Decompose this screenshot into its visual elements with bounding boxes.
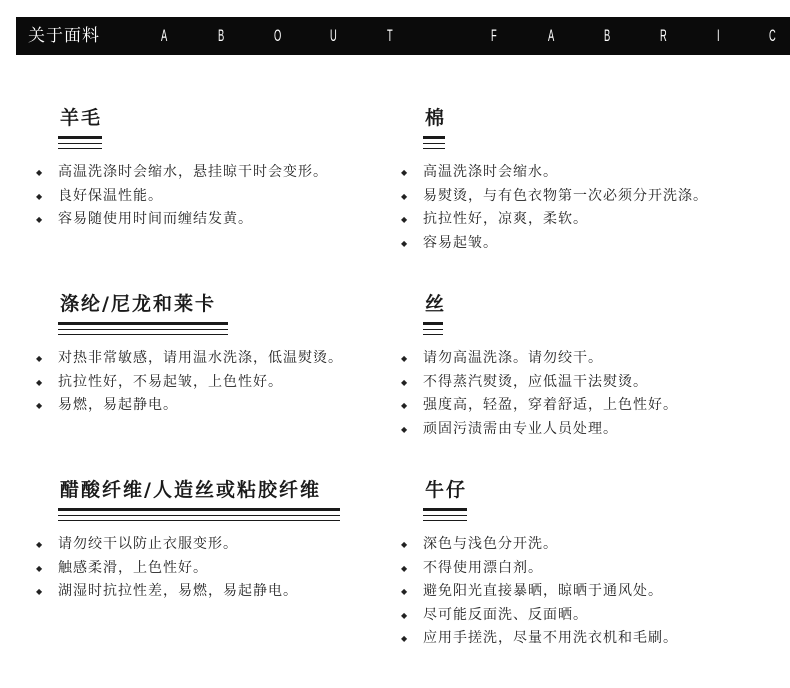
banner-letter: A — [548, 26, 555, 45]
section-underline — [423, 508, 467, 521]
section-underline — [58, 508, 340, 521]
section-title: 棉 — [425, 107, 447, 129]
list-item: ◆ 对热非常敏感，请用温水洗涤，低温熨烫。 — [36, 350, 343, 366]
bullet-list — [36, 347, 343, 418]
banner-letter: A — [161, 26, 168, 45]
section-silk — [401, 292, 678, 441]
list-item: ◆ 易熨烫，与有色衣物第一次必须分开洗涤。 — [401, 187, 708, 204]
list-item: ◆ 尽可能反面洗、反面晒。 — [401, 606, 588, 623]
list-item: ◆ 抗拉性好，不易起皱，上色性好。 — [36, 373, 283, 390]
list-item: ◆ 高温洗涤时会缩水，悬挂晾干时会变形。 — [36, 164, 328, 180]
section-polyester — [36, 292, 343, 418]
section-title: 羊毛 — [60, 107, 103, 129]
section-wool — [36, 106, 328, 232]
bullet-list — [401, 533, 678, 651]
list-item: ◆ 容易起皱。 — [401, 234, 498, 251]
section-denim — [401, 478, 678, 651]
banner-letter: R — [660, 26, 667, 45]
list-item: ◆ 良好保温性能。 — [36, 187, 163, 204]
section-acetate — [36, 478, 340, 604]
list-item: ◆ 请勿绞干以防止衣服变形。 — [36, 536, 238, 552]
banner-letter: I — [717, 26, 720, 45]
bullet-list — [36, 533, 340, 604]
list-item: ◆ 湖湿时抗拉性差，易燃，易起静电。 — [36, 583, 298, 599]
bullet-list — [36, 161, 328, 232]
list-item: ◆ 抗拉性好，凉爽，柔软。 — [401, 211, 588, 227]
section-title: 丝 — [425, 293, 447, 315]
banner-letter: C — [769, 26, 776, 45]
banner-letter: F — [491, 26, 497, 45]
list-item: ◆ 不得使用漂白剂。 — [401, 559, 543, 576]
banner-letter: U — [330, 26, 337, 45]
list-item: ◆ 深色与浅色分开洗。 — [401, 536, 558, 552]
bullet-list — [401, 161, 708, 255]
list-item: ◆ 应用手搓洗，尽量不用洗衣机和毛刷。 — [401, 630, 678, 646]
list-item: ◆ 高温洗涤时会缩水。 — [401, 164, 558, 180]
section-title: 涤纶/尼龙和莱卡 — [60, 293, 216, 315]
list-item: ◆ 易燃，易起静电。 — [36, 397, 178, 413]
list-item: ◆ 避免阳光直接暴晒，晾晒于通风处。 — [401, 583, 663, 599]
list-item: ◆ 容易随使用时间而缠结发黄。 — [36, 211, 253, 227]
bullet-list — [401, 347, 678, 441]
list-item: ◆ 请勿高温洗涤。请勿绞干。 — [401, 350, 603, 366]
section-underline — [58, 136, 102, 149]
banner-letter: B — [218, 26, 225, 45]
banner-letter: O — [274, 26, 282, 45]
banner-title: 关于面料 — [28, 26, 100, 46]
section-cotton — [401, 106, 708, 255]
list-item: ◆ 强度高，轻盈，穿着舒适，上色性好。 — [401, 397, 678, 413]
list-item: ◆ 顽固污渍需由专业人员处理。 — [401, 420, 618, 437]
section-title: 牛仔 — [425, 479, 468, 501]
list-item: ◆ 触感柔滑，上色性好。 — [36, 559, 208, 576]
banner-letter: T — [387, 26, 393, 45]
header-banner — [16, 17, 790, 55]
section-title: 醋酸纤维/人造丝或粘胶纤维 — [60, 479, 321, 501]
section-underline — [423, 136, 445, 149]
banner-letter: B — [604, 26, 611, 45]
list-item: ◆ 不得蒸汽熨烫，应低温干法熨烫。 — [401, 373, 648, 390]
section-underline — [58, 322, 228, 335]
section-underline — [423, 322, 443, 335]
